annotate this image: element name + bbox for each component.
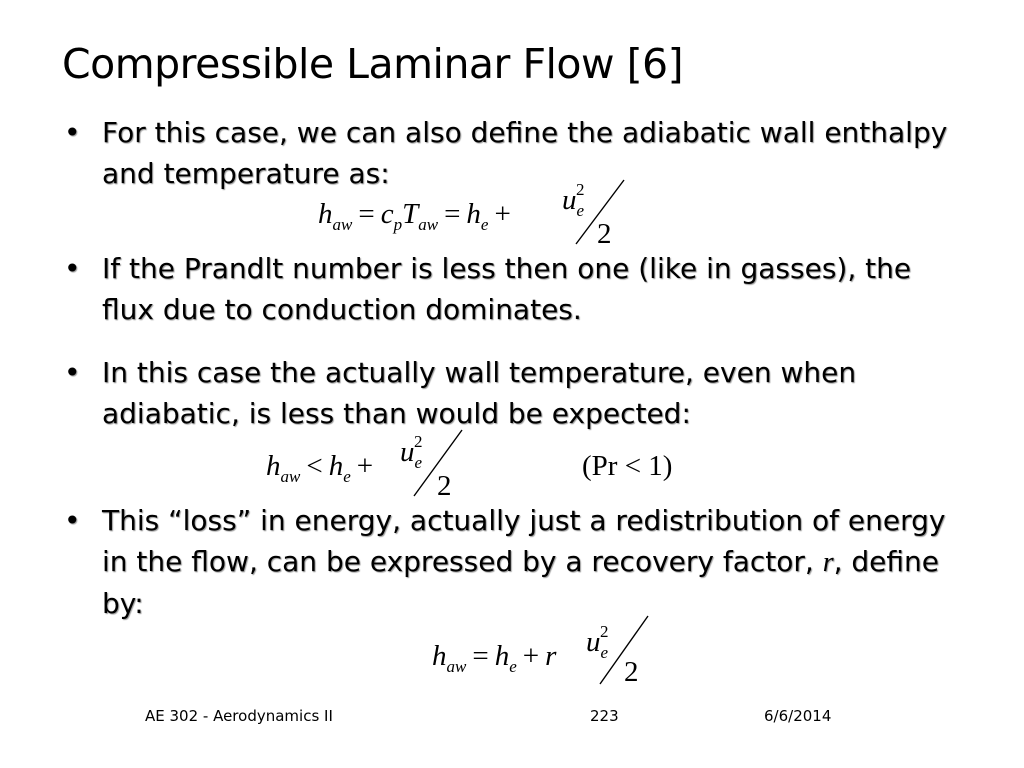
bullet-marker: • [64, 116, 81, 149]
bullet-marker: • [64, 252, 81, 285]
bullet-text: For this case, we can also define the adiabatic wall enthalpy and temperature as: [102, 116, 948, 190]
footer-date: 6/6/2014 [764, 707, 832, 725]
slide-title: Compressible Laminar Flow [6] [62, 40, 684, 88]
bullet-marker: • [64, 504, 81, 537]
prandtl-condition: (Pr < 1) [582, 450, 673, 482]
recovery-factor-symbol: r [822, 547, 834, 578]
footer-page-number: 223 [590, 707, 619, 725]
bullet-text: In this case the actually wall temperature, even when adiabatic, is less than would be expected: [102, 356, 857, 430]
bullet-text: This “loss” in energy, actually just a redistribution of energy in the flow, can be expressed by a recovery factor, r, define by: [102, 504, 946, 620]
bullet-marker: • [64, 356, 81, 389]
footer-course: AE 302 - Aerodynamics II [145, 707, 333, 725]
bullet-text: If the Prandlt number is less then one (like in gasses), the flux due to conduction dominates. [102, 252, 912, 326]
